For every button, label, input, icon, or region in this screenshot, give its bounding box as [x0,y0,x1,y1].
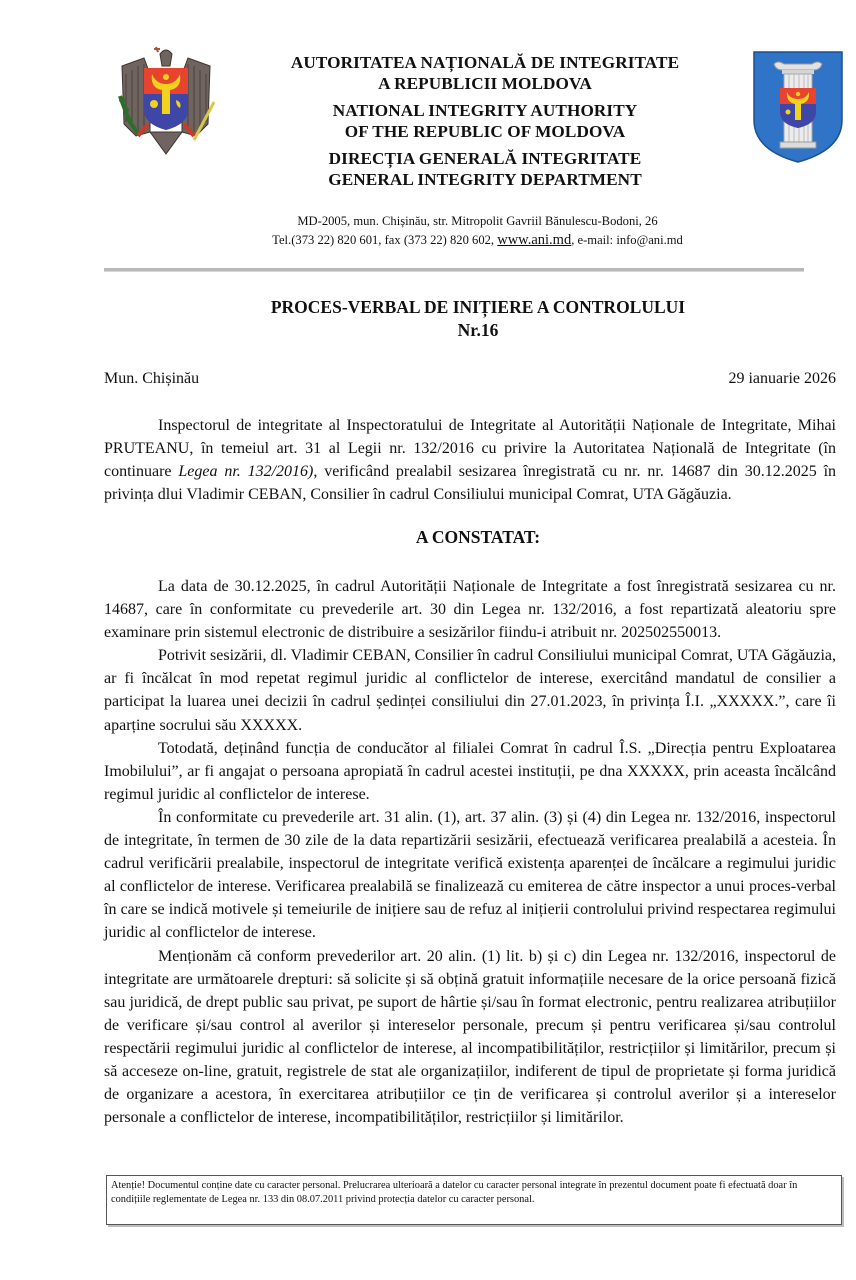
contact-line [200,231,755,250]
document-date: 29 ianuarie 2026 [728,370,836,387]
institution-name-ro-line2: A REPUBLICII MOLDOVA [378,74,592,93]
document-title: PROCES-VERBAL DE INIȚIERE A CONTROLULUI [270,297,686,317]
document-title-block [104,296,852,342]
intro-paragraph [104,414,836,506]
finding-paragraph: Potrivit sesizării, dl. Vladimir CEBAN, Consilier în cadrul Consiliului municipal Comrat, UTA Găgăuzia, ar fi încălcat în mod repetat regimul juridic al conflictelor de interese, exercitând mandatul de consilier a participat la luarea unei decizii în cadrul ședinței consiliului din 27.01.2023, în privința Î.I. „XXXXX.”, care îi aparține socrului său XXXXX. [104,647,836,734]
moldova-coat-of-arms-icon [114,44,218,156]
institution-name-en-line1: NATIONAL INTEGRITY AUTHORITY [332,101,638,120]
finding-paragraph: Totodată, deținând funcția de conducător al filialei Comrat în cadrul Î.S. „Direcția pentru Exploatarea Imobilului”, ar fi angajat o persoana apropiată în cadrul acestei instituții, pe dna XXXXX, prin aceasta încălcând regimul juridic al conflictelor de interese. [104,739,836,803]
email: , e-mail: info@ani.md [571,233,683,247]
document-place: Mun. Chișinău [104,370,200,387]
address-line: MD-2005, mun. Chișinău, str. Mitropolit Gavriil Bănulescu-Bodoni, 26 [297,214,658,228]
letterhead [220,52,750,196]
phone-fax: Tel.(373 22) 820 601, fax (373 22) 820 602, [272,233,498,247]
intro-text-part1: Inspectorul de integritate al Inspectoratului de Integritate al Autorității Naționale de Integritate, Mihai PRUTEANU, în temeiul art. 31 al Legii nr. 132/2016 cu privire la Autoritatea Națională de Integritate (în continuare [104,417,836,481]
website-link[interactable]: www.ani.md [497,232,572,248]
place-date-row [104,370,836,388]
section-heading: A CONSTATAT: [415,527,541,547]
document-number: Nr.16 [457,320,499,340]
intro-text-part2: , verificând prealabil sesizarea înregistrată cu nr. nr. 14687 din 30.12.2025 în privința dlui Vladimir CEBAN, Consilier în cadrul Consiliului municipal Comrat, UTA Găgăuzia. [104,463,837,504]
personal-data-notice: Atenție! Documentul conține date cu caracter personal. Prelucrarea ulterioară a datelor cu caracter personal integrate în prezentul document poate fi efectuată doar în condițiile reglementate de Legea nr. 133 din 08.07.2011 privind protecția datelor cu caracter personal. [106,1175,842,1225]
intro-law-reference: Legea nr. 132/2016) [178,463,314,481]
finding-paragraph: În conformitate cu prevederile art. 31 alin. (1), art. 37 alin. (3) și (4) din Legea nr. 132/2016, inspectorul de integritate, în termen de 30 zile de la data repartizării sesizării, efectuează verificarea prealabilă a acesteia. În cadrul verificării prealabile, inspectorul de integritate verifică existența aparenței de încălcare a regimului juridic al conflictelor de interese. Verificarea prealabilă se finalizează cu emiterea de către inspector a unui proces-verbal în care se indică motivele și temeiurile de inițiere sau de refuz al inițierii controlului privind respectarea regimului juridic al conflictelor de interese. [104,808,836,942]
ani-shield-column-icon [752,50,844,164]
department-name-en: GENERAL INTEGRITY DEPARTMENT [328,170,642,189]
intro-section [104,414,836,506]
institution-name-en-line2: OF THE REPUBLIC OF MOLDOVA [344,122,626,141]
finding-paragraph: Menționăm că conform prevederilor art. 20 alin. (1) lit. b) și c) din Legea nr. 132/2016, inspectorul de integritate are următoarele drepturi: să solicite și să obțină gratuit informațiile necesare de la orice persoană fizică sau juridică, de drept public sau privat, pe suport de hârtie și/sau în format electronic, pentru realizarea atribuțiilor de verificare și/sau control al averilor și intereselor personale, precum și pentru verificarea și/sau controlul respectării regimului juridic al conflictelor de interese, al incompatibilităților, restricțiilor și limitărilor, precum și să acceseze on-line, gratuit, registrele de stat ale organizațiilor, indiferent de tipul de proprietate și forma juridică de organizare a acestora, în exercitarea atribuțiilor ce țin de verificarea și controlul averilor și a intereselor personale a conflictelor de interese, incompatibilităților, restricțiilor și limitărilor. [104,947,836,1127]
header-divider [104,268,804,272]
institution-name-ro-line1: AUTORITATEA NAȚIONALĂ DE INTEGRITATE [290,53,680,72]
finding-paragraph: La data de 30.12.2025, în cadrul Autorității Naționale de Integritate a fost înregistrată sesizarea cu nr. 14687, care în conformitate cu prevederile art. 30 din Legea nr. 132/2016, a fost repartizată aleatoriu spre examinare prin sistemul electronic de distribuire a sesizărilor fiindu-i atribuit nr. 202502550013. [104,578,836,642]
department-name-ro: DIRECȚIA GENERALĂ INTEGRITATE [328,149,642,168]
findings-section [104,575,836,1129]
contact-address [200,212,755,250]
